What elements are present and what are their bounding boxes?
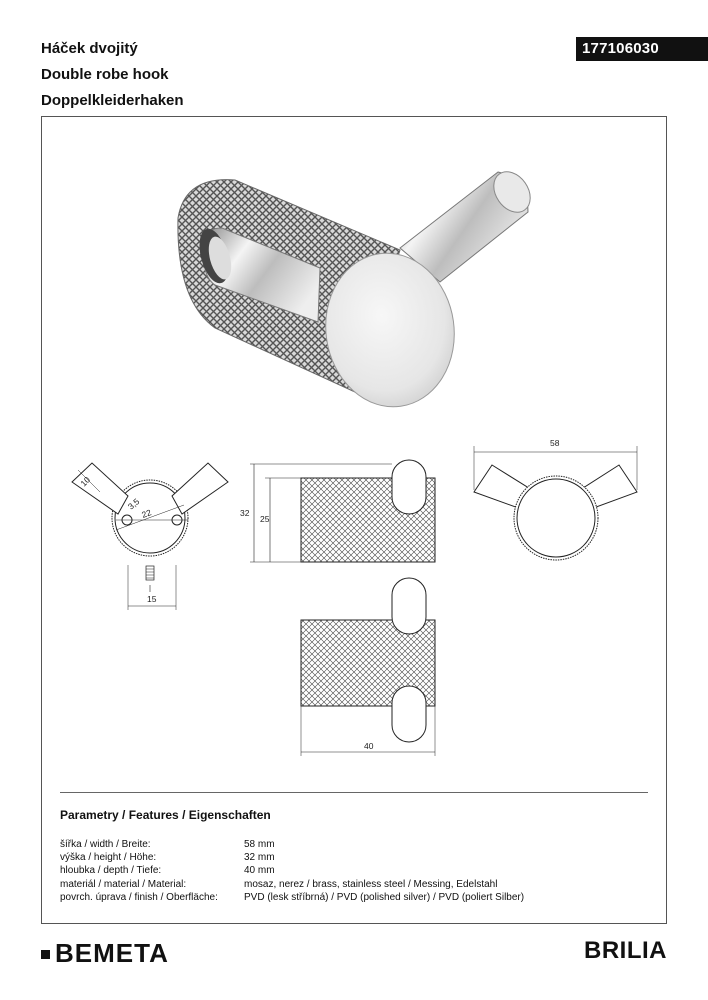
dim-22: 22 <box>140 507 153 520</box>
features-divider <box>60 792 648 793</box>
feature-label: šířka / width / Breite: <box>60 839 151 850</box>
features-table <box>60 838 524 904</box>
brand-logo <box>41 938 169 969</box>
dim-25: 25 <box>260 514 270 524</box>
side-view <box>250 460 435 562</box>
feature-value: PVD (lesk stříbrná) / PVD (polished silver) / PVD (poliert Silber) <box>244 891 525 903</box>
feature-row <box>60 838 524 851</box>
title-english: Double robe hook <box>41 66 169 83</box>
feature-value: 40 mm <box>244 865 275 877</box>
feature-value: 32 mm <box>244 852 275 864</box>
dim-10: 10 <box>78 474 93 489</box>
back-view <box>474 446 637 560</box>
brand-name: BEMETA <box>55 938 169 968</box>
feature-value: mosaz, nerez / brass, stainless steel / Messing, Edelstahl <box>244 878 498 890</box>
feature-label: materiál / material / Material: <box>60 878 187 890</box>
feature-value: 58 mm <box>244 839 275 850</box>
title-german: Doppelkleiderhaken <box>41 92 184 109</box>
dim-40: 40 <box>364 741 374 751</box>
feature-row <box>60 851 524 864</box>
feature-row <box>60 891 524 904</box>
top-view <box>301 578 435 756</box>
product-photo <box>178 165 538 415</box>
dim-15: 15 <box>147 594 157 604</box>
feature-label: hloubka / depth / Tiefe: <box>60 865 162 877</box>
feature-row <box>60 878 524 891</box>
dim-3-5: 3,5 <box>125 496 142 512</box>
dim-32: 32 <box>240 508 250 518</box>
front-view <box>72 463 228 610</box>
product-code: 177106030 <box>576 37 708 61</box>
feature-label: povrch. úprava / finish / Oberfläche: <box>60 891 218 903</box>
series-name: BRILIA <box>584 937 667 964</box>
feature-row <box>60 864 524 877</box>
logo-square-icon <box>41 950 50 959</box>
title-czech: Háček dvojitý <box>41 40 138 57</box>
dim-58: 58 <box>550 438 560 448</box>
feature-label: výška / height / Höhe: <box>60 852 157 864</box>
features-title: Parametry / Features / Eigenschaften <box>60 808 271 822</box>
